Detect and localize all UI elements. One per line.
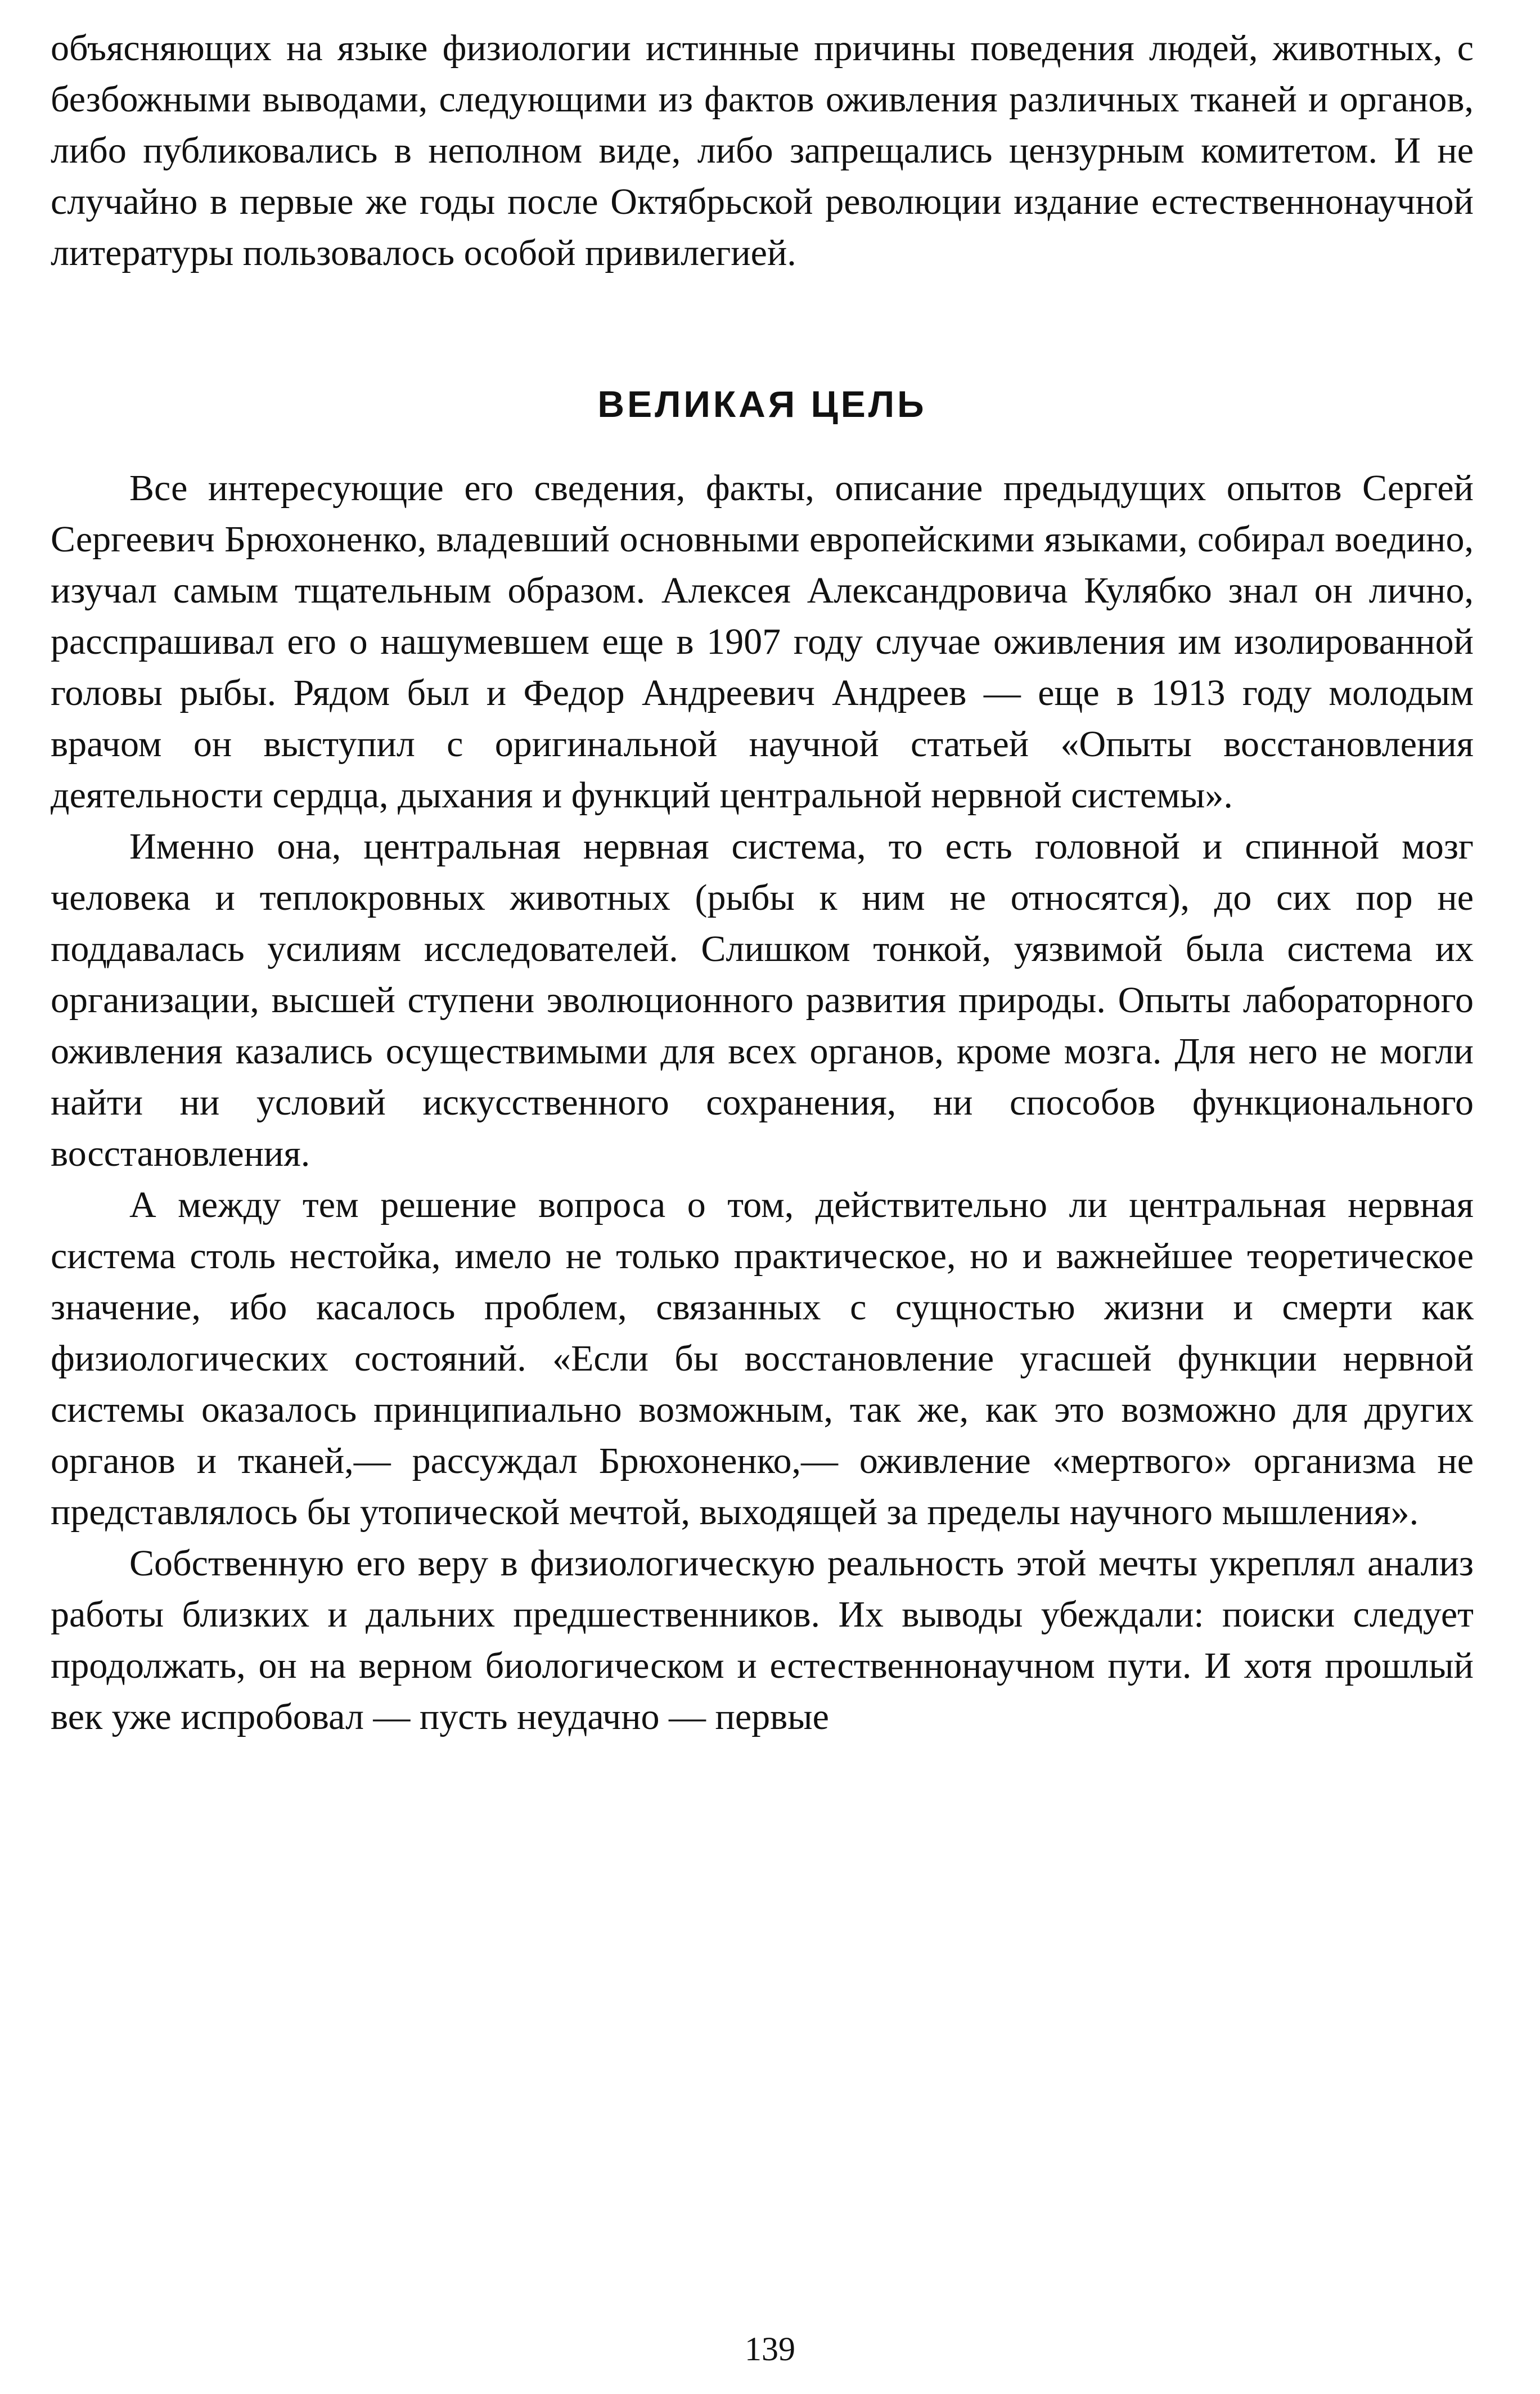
- body-paragraph-3: А между тем решение вопроса о том, действительно ли центральная нервная система столь нестойка, имело не только практическое, но и важнейшее теоретическое значение, ибо касалось проблем, связанных с сущностью жизни и смерти как физиологических состояний. «Если бы восстановление угасшей функции нервной системы оказалось принципиально возможным, так же, как это возможно для других органов и тканей,— рассуждал Брюхоненко,— оживление «мертвого» организма не представлялось бы утопической мечтой, выходящей за пределы научного мышления».: [51, 1184, 1474, 1533]
- intro-paragraph: объясняющих на языке физиологии истинные причины поведения людей, животных, с безбожными выводами, следующими из фактов оживления различных тканей и органов, либо публиковались в неполном виде, либо запрещались цензурным комитетом. И не случайно в первые же годы после Октябрьской революции издание естественнонаучной литературы пользовалось особой привилегией.: [51, 28, 1474, 273]
- body-paragraph-1: Все интересующие его сведения, факты, описание предыдущих опытов Сергей Сергеевич Брюхоненко, владевший основными европейскими языками, собирал воедино, изучал самым тщательным образом. Алексея Александровича Кулябко знал он лично, расспрашивал его о нашумевшем еще в 1907 году случае оживления им изолированной головы рыбы. Рядом был и Федор Андреевич Андреев — еще в 1913 году молодым врачом он выступил с оригинальной научной статьей «Опыты восстановления деятельности сердца, дыхания и функций центральной нервной системы».: [51, 468, 1474, 816]
- body-paragraph-2: Именно она, центральная нервная система, то есть головной и спинной мозг человека и теплокровных животных (рыбы к ним не относятся), до сих пор не поддавалась усилиям исследователей. Слишком тонкой, уязвимой была система их организации, высшей ступени эволюционного развития природы. Опыты лабораторного оживления казались осуществимыми для всех органов, кроме мозга. Для него не могли найти ни условий искусственного сохранения, ни способов функционального восстановления.: [51, 826, 1474, 1174]
- page-number: 139: [745, 2330, 795, 2368]
- page-body: [51, 23, 1474, 1742]
- body-paragraph-4: Собственную его веру в физиологическую реальность этой мечты укреплял анализ работы близких и дальних предшественников. Их выводы убеждали: поиски следует продолжать, он на верном биологическом и естественнонаучном пути. И хотя прошлый век уже испробовал — пусть неудачно — первые: [51, 1543, 1474, 1737]
- section-heading: ВЕЛИКАЯ ЦЕЛЬ: [597, 383, 927, 425]
